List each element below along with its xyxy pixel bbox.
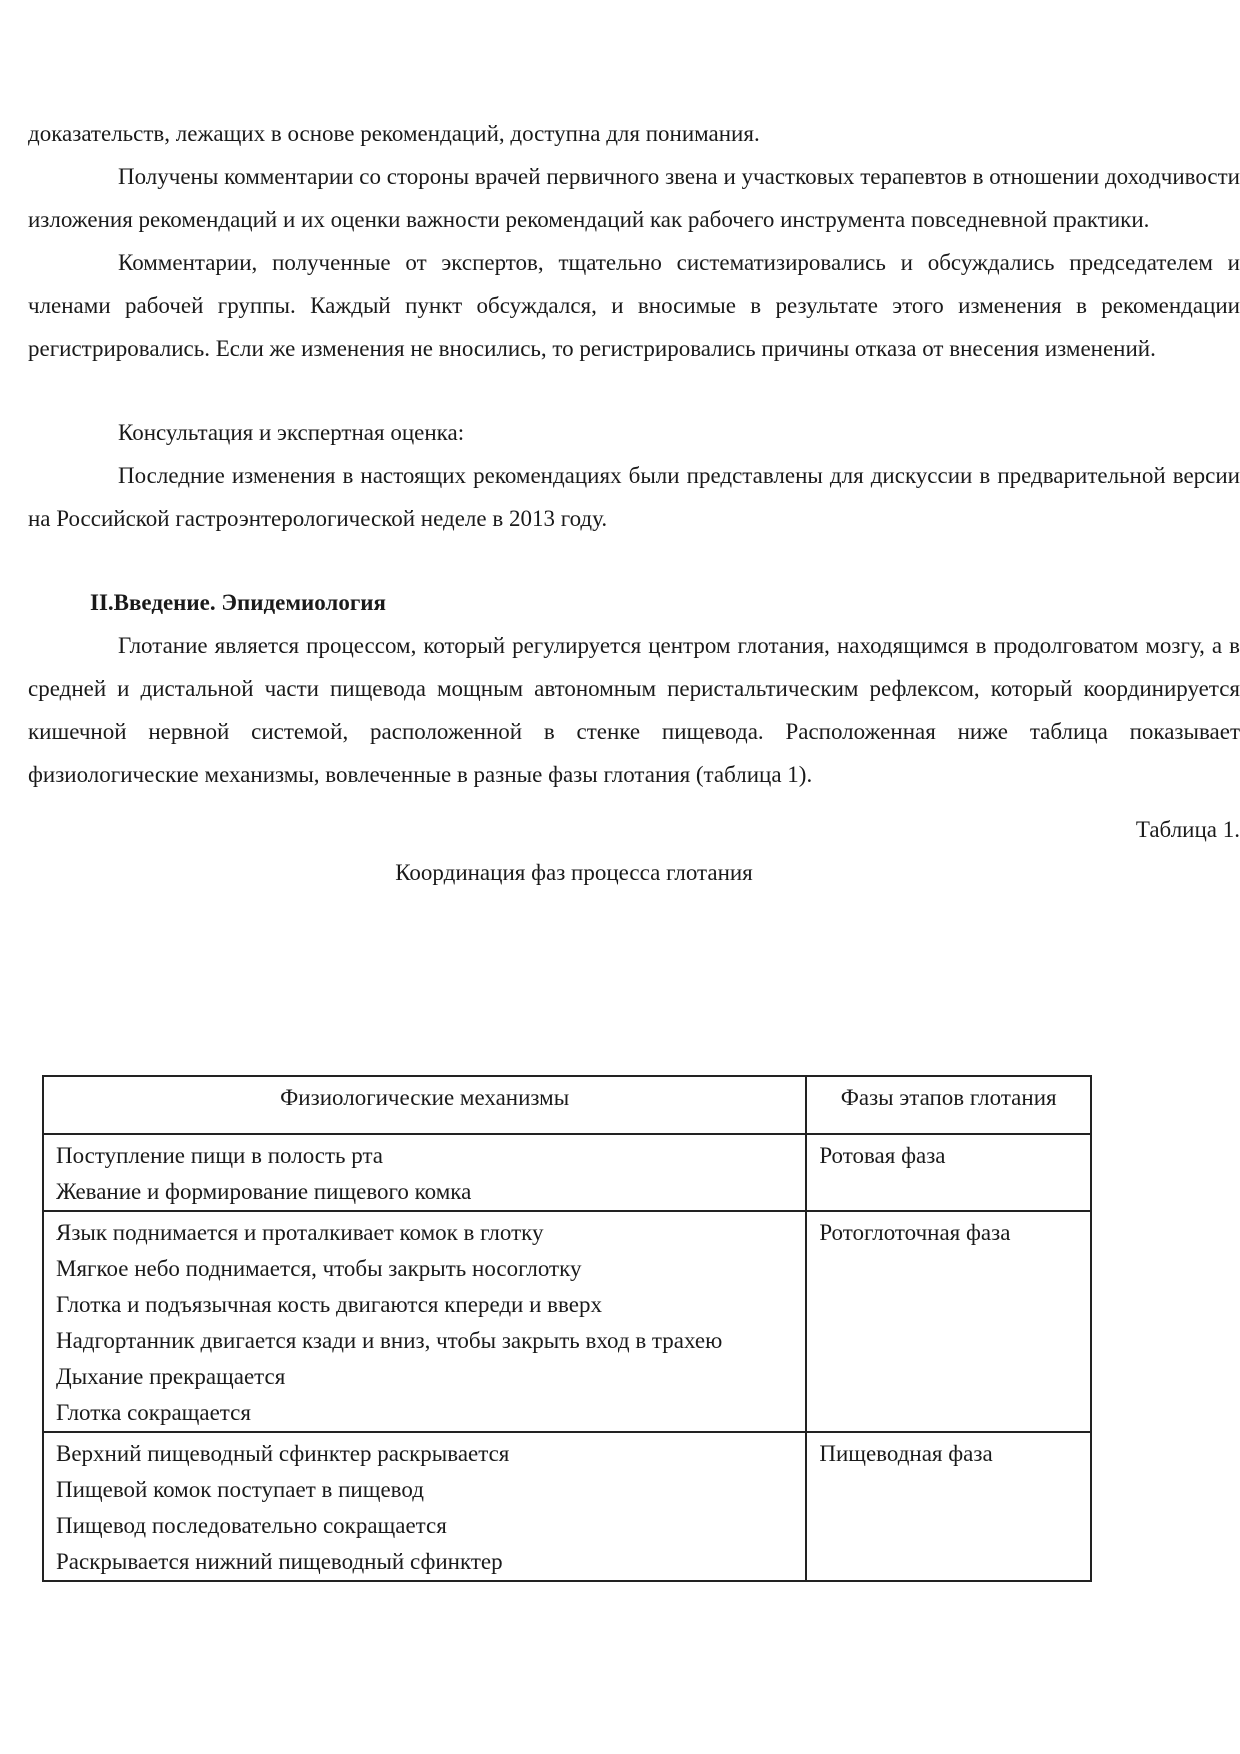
mechanisms-cell bbox=[43, 1134, 806, 1211]
mechanism-item: Поступление пищи в полость рта bbox=[56, 1143, 383, 1168]
mechanism-item: Дыхание прекращается bbox=[56, 1364, 286, 1389]
mechanism-item: Верхний пищеводный сфинктер раскрывается bbox=[56, 1441, 510, 1466]
paragraph-swallowing: Глотание является процессом, который регулируется центром глотания, находящимся в продолговатом мозгу, а в средней и дистальной части пищевода мощным автономным перистальтическим рефлексом, который координируется кишечной нервной системой, расположенной в стенке пищевода. Расположенная ниже таблица показывает физиологические механизмы, вовлеченные в разные фазы глотания (таблица 1). bbox=[28, 633, 1240, 787]
table-row bbox=[43, 1211, 1091, 1432]
table-row bbox=[43, 1432, 1091, 1581]
mechanism-item: Глотка и подъязычная кость двигаются кпереди и вверх bbox=[56, 1292, 602, 1317]
mechanisms-cell bbox=[43, 1211, 806, 1432]
mechanism-item: Жевание и формирование пищевого комка bbox=[56, 1179, 472, 1204]
section-heading: II.Введение. Эпидемиология bbox=[90, 590, 386, 615]
mechanism-item: Мягкое небо поднимается, чтобы закрыть носоглотку bbox=[56, 1256, 582, 1281]
paragraph-consultation-title: Консультация и экспертная оценка: bbox=[118, 420, 465, 445]
phase-cell: Ротоглоточная фаза bbox=[806, 1211, 1091, 1432]
mechanism-item: Глотка сокращается bbox=[56, 1400, 251, 1425]
table-header-row bbox=[43, 1076, 1091, 1134]
mechanism-item: Надгортанник двигается кзади и вниз, чтобы закрыть вход в трахею bbox=[56, 1328, 723, 1353]
mechanism-item: Пищевод последовательно сокращается bbox=[56, 1513, 447, 1538]
spacer bbox=[28, 540, 1240, 581]
table-title: Координация фаз процесса глотания bbox=[395, 860, 753, 885]
table-label: Таблица 1. bbox=[1135, 817, 1240, 842]
header-mechanisms: Физиологические механизмы bbox=[43, 1076, 806, 1134]
header-phases: Фазы этапов глотания bbox=[806, 1076, 1091, 1134]
mechanism-item: Язык поднимается и проталкивает комок в глотку bbox=[56, 1220, 544, 1245]
paragraph-comments-doctors: Получены комментарии со стороны врачей первичного звена и участковых терапевтов в отношении доходчивости изложения рекомендаций и их оценки важности рекомендаций как рабочего инструмента повседневной практики. bbox=[28, 164, 1240, 232]
swallowing-phases-table bbox=[42, 1075, 1092, 1582]
mechanism-item: Пищевой комок поступает в пищевод bbox=[56, 1477, 424, 1502]
table-row bbox=[43, 1134, 1091, 1211]
paragraph-evidence: доказательств, лежащих в основе рекомендаций, доступна для понимания. bbox=[28, 121, 760, 146]
phase-cell: Ротовая фаза bbox=[806, 1134, 1091, 1211]
paragraph-latest-changes: Последние изменения в настоящих рекомендациях были представлены для дискуссии в предварительной версии на Российской гастроэнтерологической неделе в 2013 году. bbox=[28, 463, 1240, 531]
spacer bbox=[28, 796, 1240, 808]
paragraph-comments-experts: Комментарии, полученные от экспертов, тщательно систематизировались и обсуждались председателем и членами рабочей группы. Каждый пункт обсуждался, и вносимые в результате этого изменения в рекомендации регистрировались. Если же изменения не вносились, то регистрировались причины отказа от внесения изменений. bbox=[28, 250, 1240, 361]
phase-cell: Пищеводная фаза bbox=[806, 1432, 1091, 1581]
spacer bbox=[28, 370, 1240, 411]
document-page bbox=[28, 112, 1240, 894]
mechanisms-cell bbox=[43, 1432, 806, 1581]
mechanism-item: Раскрывается нижний пищеводный сфинктер bbox=[56, 1549, 503, 1574]
